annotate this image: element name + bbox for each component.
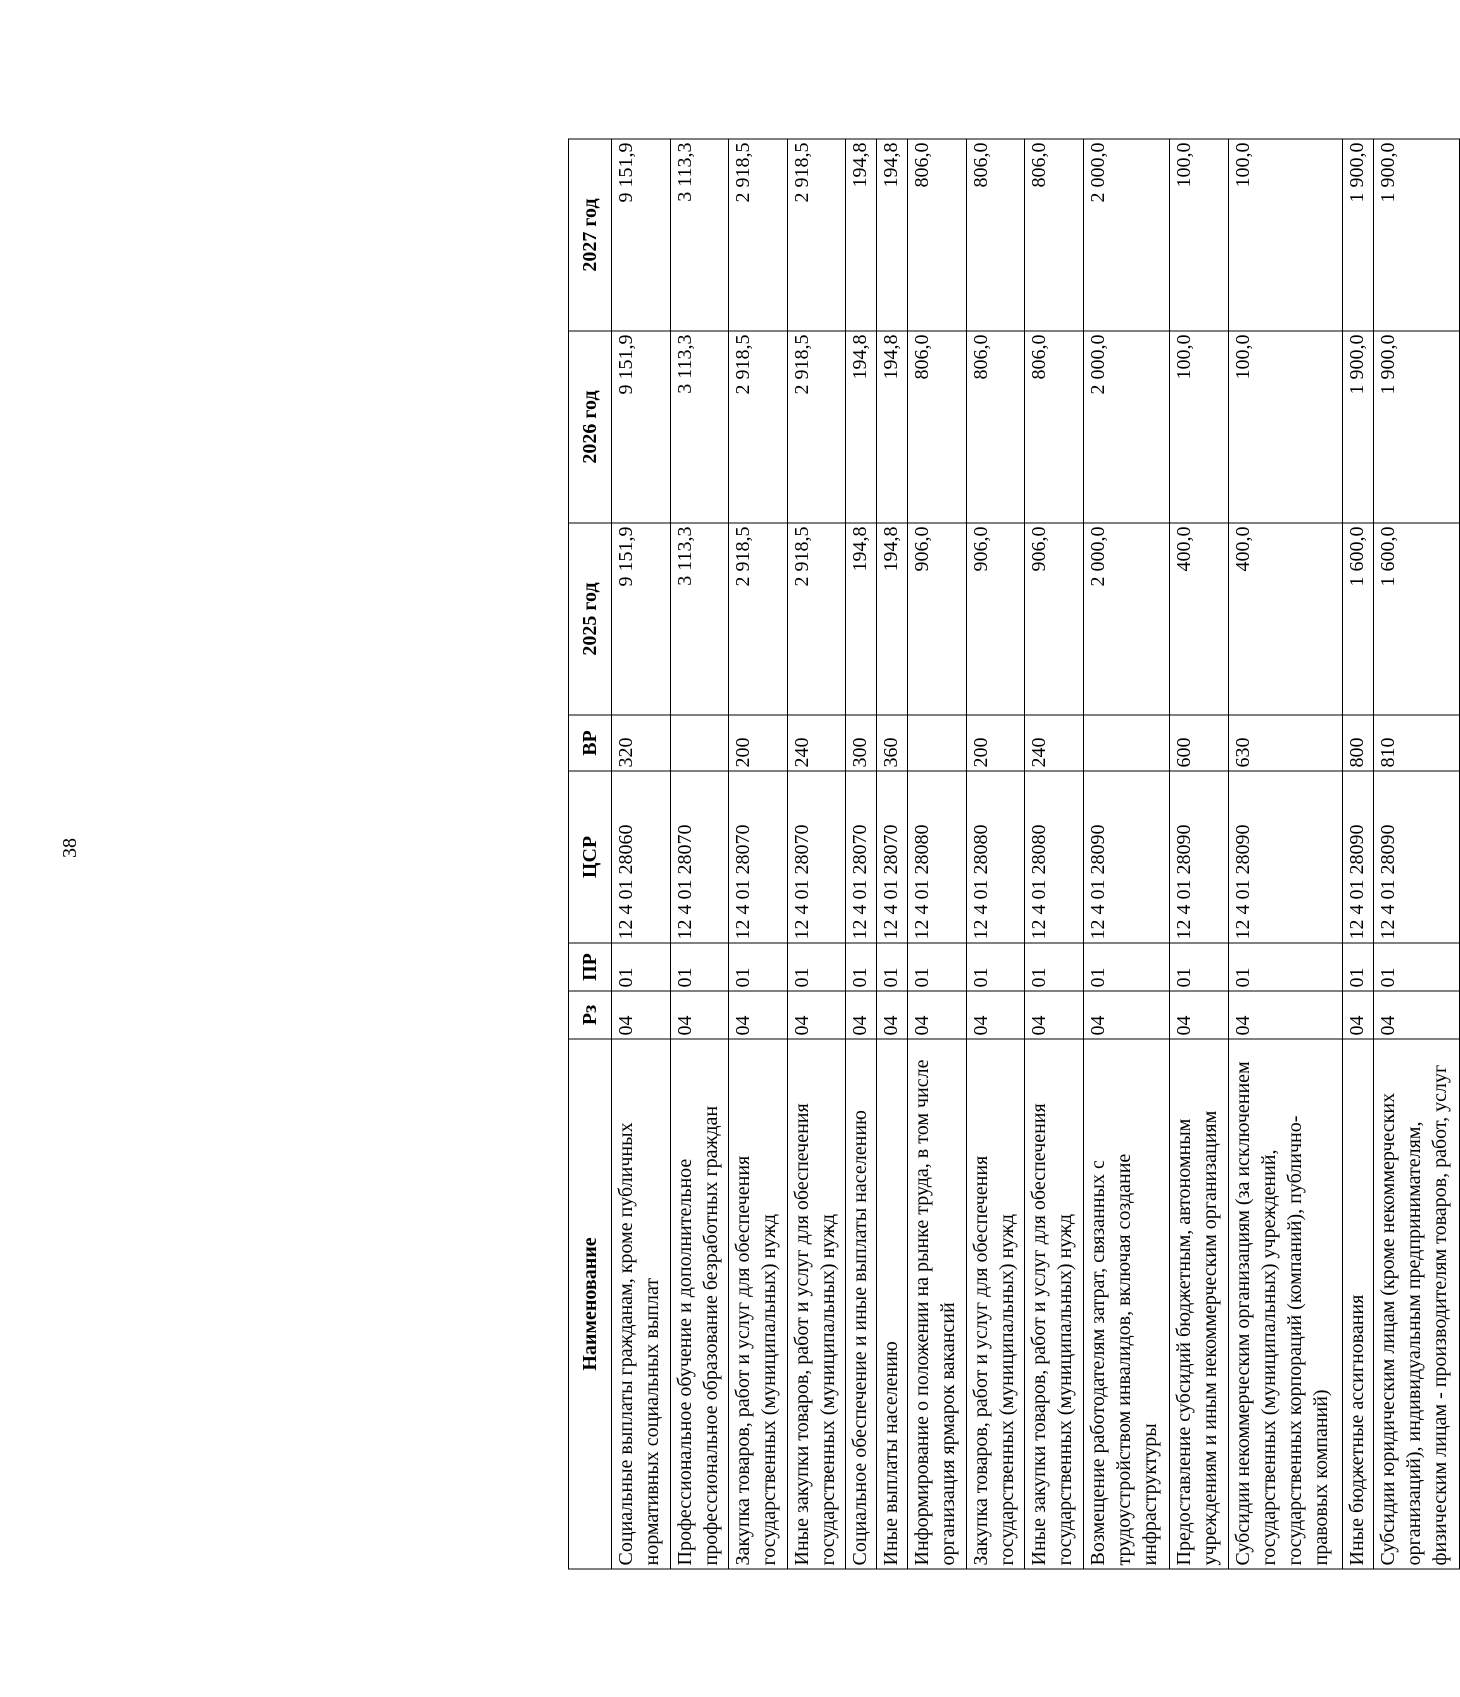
- amount-2025-cell: 2 918,5: [787, 523, 846, 715]
- name-cell: Иные выплаты населению: [877, 1039, 908, 1569]
- vr-cell: 320: [612, 715, 671, 771]
- pr-cell: 01: [1170, 943, 1229, 991]
- table-row: [1083, 139, 1169, 1569]
- amount-2025-cell: 9 151,9: [612, 523, 671, 715]
- table-row: [877, 139, 908, 1569]
- csr-cell: 12 4 01 28090: [1170, 771, 1229, 943]
- name-cell: Закупка товаров, работ и услуг для обеспечения государственных (муниципальных) нужд: [966, 1039, 1025, 1569]
- vr-cell: [1083, 715, 1169, 771]
- amount-2025-cell: 2 918,5: [729, 523, 788, 715]
- csr-cell: 12 4 01 28090: [1373, 771, 1459, 943]
- amount-2025-cell: 194,8: [846, 523, 877, 715]
- rz-cell: 04: [1025, 991, 1084, 1039]
- page-number: 38: [59, 838, 81, 858]
- table-row: [1342, 139, 1373, 1569]
- csr-cell: 12 4 01 28090: [1228, 771, 1342, 943]
- table-row: [846, 139, 877, 1569]
- rz-cell: 04: [787, 991, 846, 1039]
- pr-cell: 01: [1083, 943, 1169, 991]
- pr-cell: 01: [1373, 943, 1459, 991]
- pr-cell: 01: [1025, 943, 1084, 991]
- col-header-vr: ВР: [569, 715, 612, 771]
- name-cell: Субсидии некоммерческим организациям (за исключением государственных (муниципальных) учреждений, государственных корпораций (компаний), публично-правовых компаний): [1228, 1039, 1342, 1569]
- vr-cell: 630: [1228, 715, 1342, 771]
- vr-cell: [670, 715, 729, 771]
- csr-cell: 12 4 01 28070: [729, 771, 788, 943]
- csr-cell: 12 4 01 28090: [1083, 771, 1169, 943]
- amount-2027-cell: 2 918,5: [787, 139, 846, 331]
- amount-2025-cell: 906,0: [908, 523, 967, 715]
- pr-cell: 01: [612, 943, 671, 991]
- amount-2027-cell: 194,8: [877, 139, 908, 331]
- amount-2026-cell: 806,0: [908, 331, 967, 523]
- rz-cell: 04: [670, 991, 729, 1039]
- amount-2025-cell: 1 600,0: [1373, 523, 1459, 715]
- csr-cell: 12 4 01 28070: [846, 771, 877, 943]
- table-header-row: [569, 139, 612, 1569]
- amount-2027-cell: 1 900,0: [1373, 139, 1459, 331]
- col-header-2027: 2027 год: [569, 139, 612, 331]
- vr-cell: 360: [877, 715, 908, 771]
- rz-cell: 04: [966, 991, 1025, 1039]
- pr-cell: 01: [846, 943, 877, 991]
- vr-cell: 600: [1170, 715, 1229, 771]
- csr-cell: 12 4 01 28070: [670, 771, 729, 943]
- amount-2025-cell: 3 113,3: [670, 523, 729, 715]
- csr-cell: 12 4 01 28090: [1342, 771, 1373, 943]
- amount-2026-cell: 100,0: [1170, 331, 1229, 523]
- rz-cell: 04: [877, 991, 908, 1039]
- csr-cell: 12 4 01 28070: [877, 771, 908, 943]
- csr-cell: 12 4 01 28080: [966, 771, 1025, 943]
- amount-2025-cell: 906,0: [966, 523, 1025, 715]
- amount-2026-cell: 194,8: [846, 331, 877, 523]
- vr-cell: 800: [1342, 715, 1373, 771]
- table-row: [1228, 139, 1342, 1569]
- amount-2027-cell: 806,0: [908, 139, 967, 331]
- amount-2026-cell: 1 900,0: [1342, 331, 1373, 523]
- amount-2026-cell: 100,0: [1228, 331, 1342, 523]
- pr-cell: 01: [670, 943, 729, 991]
- amount-2027-cell: 2 000,0: [1083, 139, 1169, 331]
- budget-table: [568, 139, 1460, 1570]
- name-cell: Иные бюджетные ассигнования: [1342, 1039, 1373, 1569]
- amount-2026-cell: 2 918,5: [787, 331, 846, 523]
- vr-cell: 300: [846, 715, 877, 771]
- name-cell: Социальное обеспечение и иные выплаты населению: [846, 1039, 877, 1569]
- name-cell: Закупка товаров, работ и услуг для обеспечения государственных (муниципальных) нужд: [729, 1039, 788, 1569]
- amount-2026-cell: 3 113,3: [670, 331, 729, 523]
- vr-cell: 240: [1025, 715, 1084, 771]
- amount-2027-cell: 806,0: [966, 139, 1025, 331]
- col-header-csr: ЦСР: [569, 771, 612, 943]
- vr-cell: 240: [787, 715, 846, 771]
- pr-cell: 01: [1228, 943, 1342, 991]
- amount-2025-cell: 400,0: [1228, 523, 1342, 715]
- amount-2027-cell: 2 918,5: [729, 139, 788, 331]
- amount-2027-cell: 3 113,3: [670, 139, 729, 331]
- csr-cell: 12 4 01 28070: [787, 771, 846, 943]
- table-row: [612, 139, 671, 1569]
- name-cell: Социальные выплаты гражданам, кроме публичных нормативных социальных выплат: [612, 1039, 671, 1569]
- rz-cell: 04: [729, 991, 788, 1039]
- name-cell: Информирование о положении на рынке труда, в том числе организация ярмарок вакансий: [908, 1039, 967, 1569]
- amount-2025-cell: 2 000,0: [1083, 523, 1169, 715]
- amount-2026-cell: 2 000,0: [1083, 331, 1169, 523]
- rz-cell: 04: [1083, 991, 1169, 1039]
- name-cell: Предоставление субсидий бюджетным, автономным учреждениям и иным некоммерческим организациям: [1170, 1039, 1229, 1569]
- name-cell: Профессиональное обучение и дополнительное профессиональное образование безработных граждан: [670, 1039, 729, 1569]
- amount-2027-cell: 9 151,9: [612, 139, 671, 331]
- name-cell: Иные закупки товаров, работ и услуг для обеспечения государственных (муниципальных) нужд: [1025, 1039, 1084, 1569]
- vr-cell: 200: [729, 715, 788, 771]
- pr-cell: 01: [908, 943, 967, 991]
- col-header-pr: ПР: [569, 943, 612, 991]
- name-cell: Субсидии юридическим лицам (кроме некоммерческих организаций), индивидуальным предпринимателям, физическим лицам - производителям товаров, работ, услуг: [1373, 1039, 1459, 1569]
- pr-cell: 01: [787, 943, 846, 991]
- pr-cell: 01: [966, 943, 1025, 991]
- amount-2026-cell: 806,0: [1025, 331, 1084, 523]
- table-row: [729, 139, 788, 1569]
- name-cell: Иные закупки товаров, работ и услуг для обеспечения государственных (муниципальных) нужд: [787, 1039, 846, 1569]
- col-header-name: Наименование: [569, 1039, 612, 1569]
- rz-cell: 04: [846, 991, 877, 1039]
- table-row: [1170, 139, 1229, 1569]
- table-row: [787, 139, 846, 1569]
- csr-cell: 12 4 01 28080: [1025, 771, 1084, 943]
- table-row: [908, 139, 967, 1569]
- amount-2026-cell: 806,0: [966, 331, 1025, 523]
- amount-2027-cell: 1 900,0: [1342, 139, 1373, 331]
- pr-cell: 01: [1342, 943, 1373, 991]
- rz-cell: 04: [1170, 991, 1229, 1039]
- amount-2027-cell: 194,8: [846, 139, 877, 331]
- table-row: [670, 139, 729, 1569]
- amount-2027-cell: 100,0: [1228, 139, 1342, 331]
- rz-cell: 04: [612, 991, 671, 1039]
- amount-2026-cell: 9 151,9: [612, 331, 671, 523]
- amount-2026-cell: 1 900,0: [1373, 331, 1459, 523]
- pr-cell: 01: [729, 943, 788, 991]
- csr-cell: 12 4 01 28060: [612, 771, 671, 943]
- csr-cell: 12 4 01 28080: [908, 771, 967, 943]
- rz-cell: 04: [908, 991, 967, 1039]
- amount-2025-cell: 194,8: [877, 523, 908, 715]
- rz-cell: 04: [1373, 991, 1459, 1039]
- amount-2025-cell: 400,0: [1170, 523, 1229, 715]
- rz-cell: 04: [1342, 991, 1373, 1039]
- vr-cell: 810: [1373, 715, 1459, 771]
- table-body: [612, 139, 1460, 1569]
- col-header-2026: 2026 год: [569, 331, 612, 523]
- amount-2027-cell: 806,0: [1025, 139, 1084, 331]
- table-row: [1025, 139, 1084, 1569]
- amount-2027-cell: 100,0: [1170, 139, 1229, 331]
- amount-2026-cell: 2 918,5: [729, 331, 788, 523]
- col-header-rz: Рз: [569, 991, 612, 1039]
- pr-cell: 01: [877, 943, 908, 991]
- table-row: [966, 139, 1025, 1569]
- amount-2026-cell: 194,8: [877, 331, 908, 523]
- col-header-2025: 2025 год: [569, 523, 612, 715]
- amount-2025-cell: 906,0: [1025, 523, 1084, 715]
- vr-cell: 200: [966, 715, 1025, 771]
- vr-cell: [908, 715, 967, 771]
- amount-2025-cell: 1 600,0: [1342, 523, 1373, 715]
- table-row: [1373, 139, 1459, 1569]
- rz-cell: 04: [1228, 991, 1342, 1039]
- name-cell: Возмещение работодателям затрат, связанных с трудоустройством инвалидов, включая создание инфраструктуры: [1083, 1039, 1169, 1569]
